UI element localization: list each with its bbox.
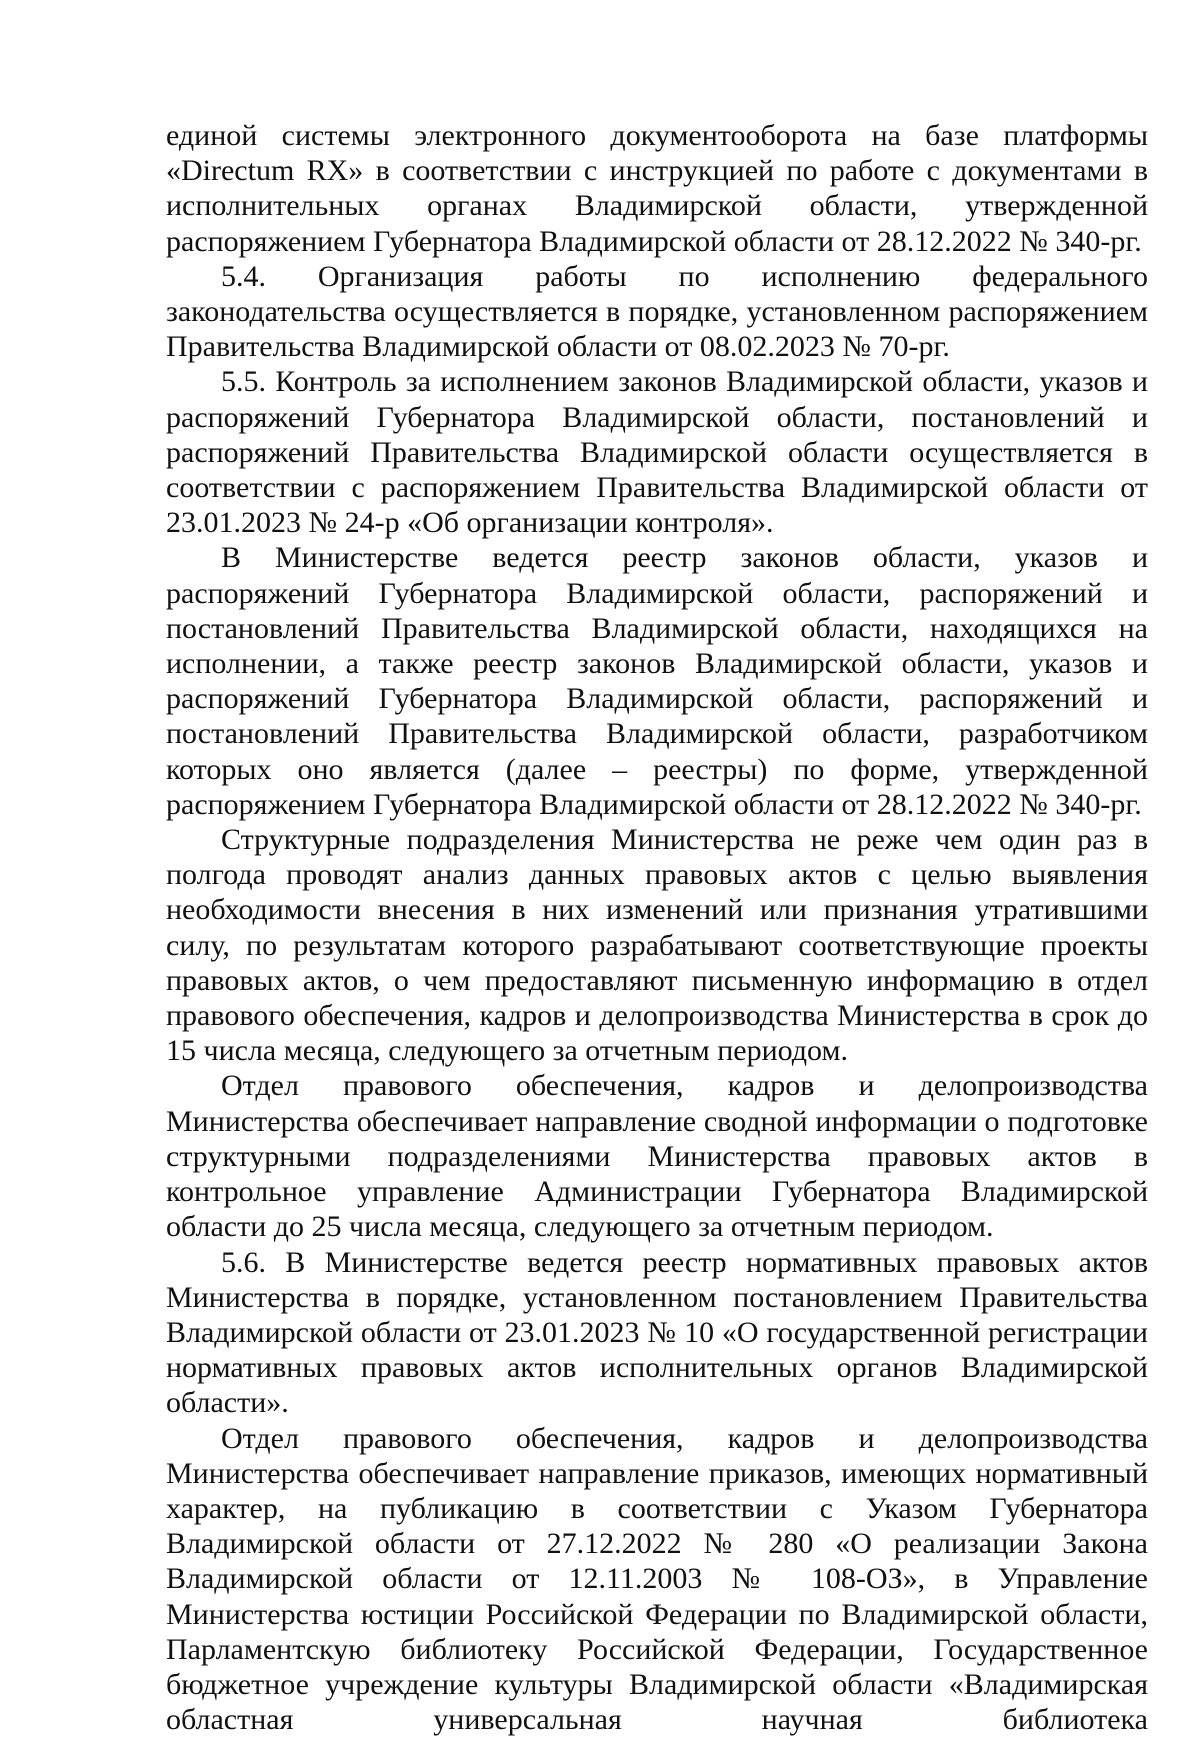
paragraph-publication: Отдел правового обеспечения, кадров и делопроизводства Министерства обеспечивает направление приказов, имеющих нормативный характер, на публикацию в соответствии с Указом Губернатора Владимирской области от 27.12.2022 № 280 «О реализации Закона Владимирской области от 12.11.2003 № 108-ОЗ», в Управление Министерства юстиции Российской Федерации по Владимирской области, Парламентскую библиотеку Российской Федерации, Государственное бюджетное учреждение культуры Владимирской области «Владимирская областная универсальная научная библиотека: [166, 1421, 1148, 1737]
paragraph-5-6: 5.6. В Министерстве ведется реестр нормативных правовых актов Министерства в порядке, установленном постановлением Правительства Владимирской области от 23.01.2023 № 10 «О государственной регистрации нормативных правовых актов исполнительных органов Владимирской области».: [166, 1245, 1148, 1420]
document-page: [166, 118, 1148, 1737]
paragraph-5-5: 5.5. Контроль за исполнением законов Владимирской области, указов и распоряжений Губернатора Владимирской области, постановлений и распоряжений Правительства Владимирской области осуществляется в соответствии с распоряжением Правительства Владимирской области от 23.01.2023 № 24-р «Об организации контроля».: [166, 365, 1148, 540]
paragraph-legal-department: Отдел правового обеспечения, кадров и делопроизводства Министерства обеспечивает направление сводной информации о подготовке структурными подразделениями Министерства правовых актов в контрольное управление Администрации Губернатора Владимирской области до 25 числа месяца, следующего за отчетным периодом.: [166, 1069, 1148, 1244]
paragraph-continuation: единой системы электронного документооборота на базе платформы «Directum RX» в соответствии с инструкцией по работе с документами в исполнительных органах Владимирской области, утвержденной распоряжением Губернатора Владимирской области от 28.12.2022 № 340-рг.: [166, 119, 1148, 258]
paragraph-structural-units: Структурные подразделения Министерства не реже чем один раз в полгода проводят анализ данных правовых актов с целью выявления необходимости внесения в них изменений или признания утратившими силу, по результатам которого разрабатывают соответствующие проекты правовых актов, о чем предоставляют письменную информацию в отдел правового обеспечения, кадров и делопроизводства Министерства в срок до 15 числа месяца, следующего за отчетным периодом.: [166, 823, 1148, 1068]
paragraph-5-4: 5.4. Организация работы по исполнению федерального законодательства осуществляется в порядке, установленном распоряжением Правительства Владимирской области от 08.02.2023 № 70-рг.: [166, 259, 1148, 364]
paragraph-registry: В Министерстве ведется реестр законов области, указов и распоряжений Губернатора Владимирской области, распоряжений и постановлений Правительства Владимирской области, находящихся на исполнении, а также реестр законов Владимирской области, указов и распоряжений Губернатора Владимирской области, распоряжений и постановлений Правительства Владимирской области, разработчиком которых оно является (далее – реестры) по форме, утвержденной распоряжением Губернатора Владимирской области от 28.12.2022 № 340-рг.: [166, 541, 1148, 821]
